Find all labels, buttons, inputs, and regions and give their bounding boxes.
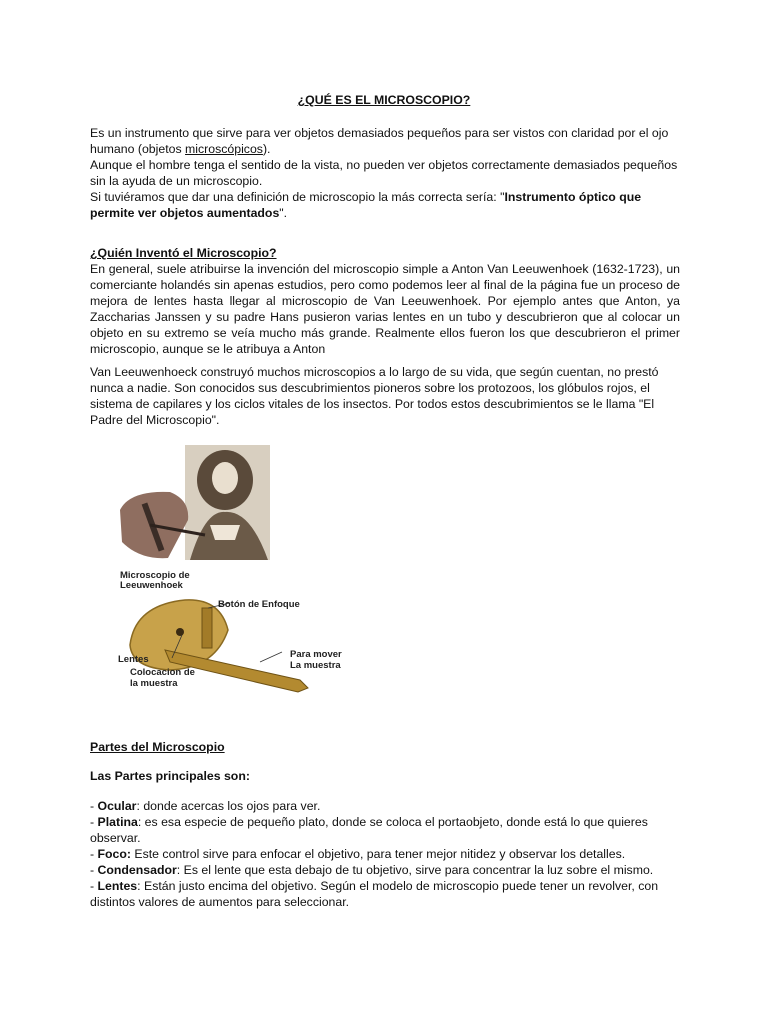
part-description: : Es el lente que esta debajo de tu objetivo, sirve para concentrar la luz sobre el mismo.: [176, 863, 654, 877]
part-bullet: -: [90, 863, 98, 877]
part-item: [90, 846, 680, 862]
definition-end: ".: [279, 206, 288, 220]
label-lens: Lentes: [118, 654, 149, 665]
intro-paragraph-1: [90, 125, 680, 157]
parts-heading: Partes del Microscopio: [90, 740, 225, 754]
part-bullet: -: [90, 847, 98, 861]
definition-lead: Si tuviéramos que dar una definición de microscopio la más correcta sería: ": [90, 190, 505, 204]
part-description: : es esa especie de pequeño plato, donde se coloca el portaobjeto, donde está lo que quieres observar.: [90, 815, 648, 845]
parts-list: [90, 798, 680, 910]
part-description: : donde acercas los ojos para ver.: [136, 799, 321, 813]
part-description: Este control sirve para enfocar el objetivo, para tener mejor nitidez y observar los detalles.: [130, 847, 626, 861]
parts-subheading: Las Partes principales son:: [90, 769, 250, 783]
label-place-2: la muestra: [130, 678, 178, 689]
definition-bold: Instrumento óptico que permite ver objetos aumentados: [90, 190, 642, 220]
portrait-face: [212, 462, 238, 494]
inventor-section: [90, 245, 680, 357]
part-name: Platina: [97, 815, 138, 829]
caption-line-2: Leeuwenhoek: [120, 580, 183, 591]
focus-knob: [202, 608, 212, 648]
label-place-1: Colocacion de: [130, 667, 195, 678]
part-item: [90, 878, 680, 910]
microscopicos-link[interactable]: microscópicos: [185, 142, 263, 156]
inventor-paragraph-1: En general, suele atribuirse la invención del microscopio simple a Anton Van Leeuwenhoek (1632-1723), un comerciante holandés sin apenas estudios, pero como podemos leer al final de la página fue un proceso de mejora de lentes hasta llegar al microscopio de Van Leeuwenhoek. Por ejemplo antes que Anton, ya Zaccharias Janssen y su padre Hans pusieron varias lentes en un tubo y descubrieron que al colocar un objeto en su extremo se veía mucho más grande. Realmente ellos fueron los que descubrieron el primer microscopio, aunque se le atribuya a Anton: [90, 262, 680, 356]
intro-text: Es un instrumento que sirve para ver objetos demasiados pequeños para ser vistos con claridad por el ojo humano (objetos: [90, 126, 669, 156]
part-item: [90, 862, 680, 878]
intro-paragraph-2: Aunque el hombre tenga el sentido de la vista, no pueden ver objetos correctamente demasiados pequeños sin la ayuda de un microscopio.: [90, 158, 678, 188]
part-bullet: -: [90, 799, 98, 813]
caption-line-1: Microscopio de: [120, 570, 190, 581]
intro-section: [90, 125, 680, 221]
leeuwenhoek-figure: [110, 440, 345, 700]
part-item: [90, 814, 680, 846]
part-name: Condensador: [97, 863, 177, 877]
portrait-collar: [210, 525, 240, 540]
page-title: ¿QUÉ ES EL MICROSCOPIO?: [297, 93, 471, 107]
intro-paragraph-3: [90, 189, 680, 221]
inventor-heading: ¿Quién Inventó el Microscopio?: [90, 246, 277, 260]
lens-dot: [176, 628, 184, 636]
label-move-1: Para mover: [290, 649, 342, 660]
intro-text-end: ).: [262, 142, 271, 156]
part-name: Lentes: [97, 879, 138, 893]
part-bullet: -: [90, 879, 98, 893]
parts-section: [90, 739, 680, 910]
part-item: [90, 798, 680, 814]
part-description: : Están justo encima del objetivo. Según el modelo de microscopio puede tener un revolver, con distintos valores de aumentos para seleccionar.: [90, 879, 659, 909]
inventor-paragraph-2: Van Leeuwenhoeck construyó muchos microscopios a lo largo de su vida, que según cuentan, no prestó nunca a nadie. Son conocidos sus descubrimientos pioneros sobre los protozoos, los glóbulos rojos, el sistema de capilares y los ciclos vitales de los insectos. Por todos estos descubrimientos se le llama "El Padre del Microscopio".: [90, 365, 659, 427]
part-name: Foco:: [97, 847, 131, 861]
label-focus: Botón de Enfoque: [218, 599, 300, 610]
label-move-2: La muestra: [290, 660, 341, 671]
part-name: Ocular: [97, 799, 137, 813]
move-pointer: [260, 652, 282, 662]
part-bullet: -: [90, 815, 98, 829]
